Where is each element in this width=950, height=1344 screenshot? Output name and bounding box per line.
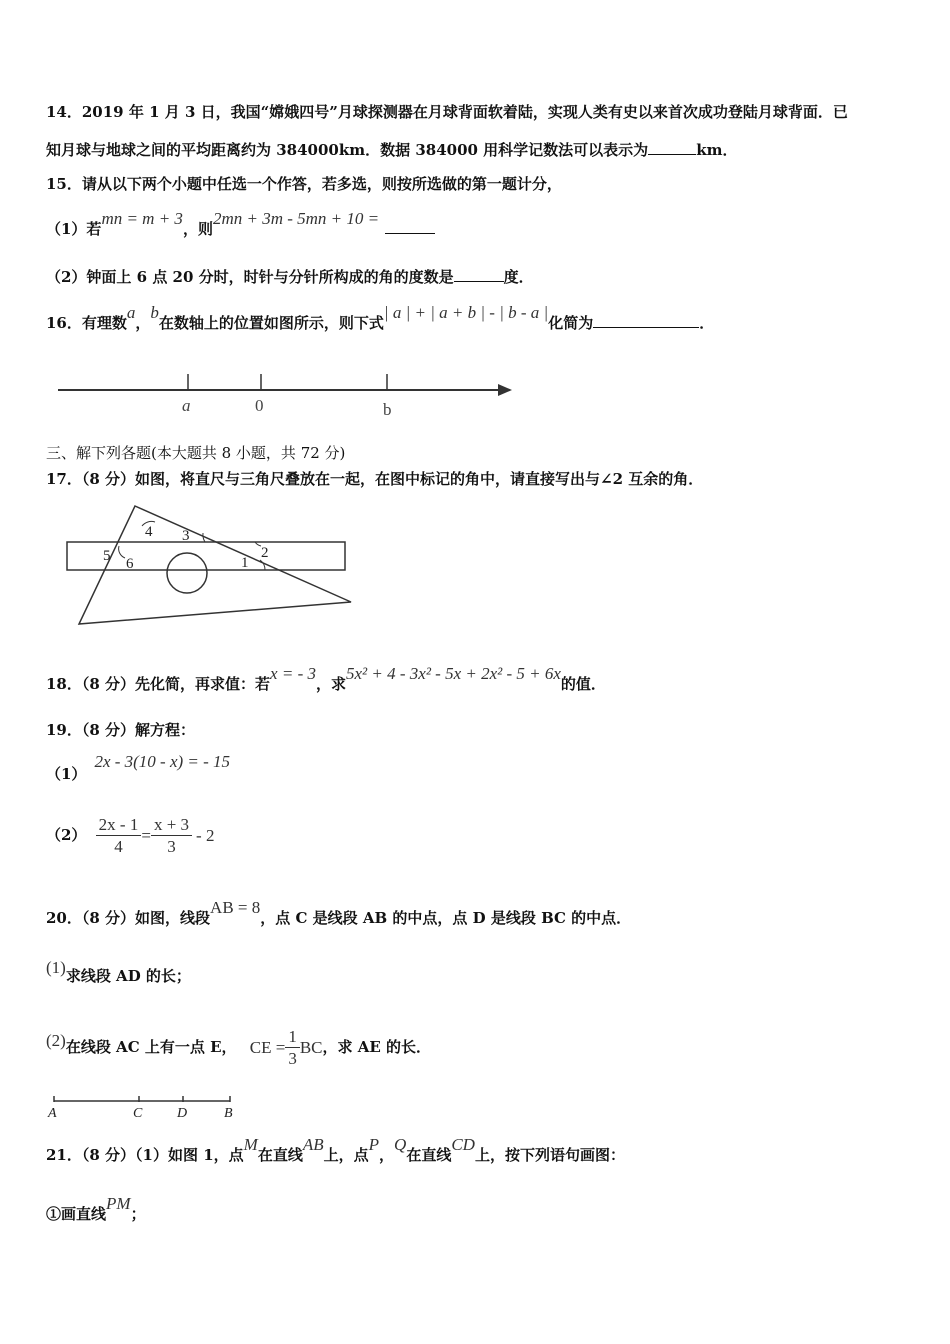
q15-p2-answer-blank[interactable] <box>454 281 504 282</box>
q18-mid: ，求 <box>315 675 346 693</box>
q20-text <box>46 898 632 928</box>
q15-part2 <box>46 267 534 287</box>
q20-post: ，点 C 是线段 AB 的中点，点 D 是线段 BC 的中点． <box>260 909 632 927</box>
q14-line2 <box>46 140 737 160</box>
q18-pre: 18．（8 分）先化简，再求值：若 <box>46 675 271 693</box>
q15-p1-then: ，则 <box>182 220 213 238</box>
label-A: A <box>48 1106 57 1121</box>
q16-sep: ， <box>135 314 151 332</box>
q20-part1 <box>46 958 191 986</box>
q20-p1-label: (1) <box>46 958 66 977</box>
q20-ce-rhs: BC <box>299 1038 323 1057</box>
q21-point-Q: Q <box>394 1135 407 1154</box>
q19-f1-numerator: 2x - 1 <box>96 815 142 836</box>
q21-step1-pre: ①画直线 <box>46 1205 107 1223</box>
q15-part1 <box>46 209 435 239</box>
q20-p2-text: 在线段 AC 上有一点 E， <box>65 1038 237 1056</box>
label-B: B <box>224 1106 233 1121</box>
q21-step1-post: ； <box>130 1205 146 1223</box>
q18-post: 的值． <box>560 675 606 693</box>
angle-label-3: 3 <box>182 528 190 544</box>
angle-arc-5 <box>119 546 125 558</box>
section-3-heading: 三、解下列各题(本大题共 8 小题，共 72 分) <box>46 444 346 462</box>
label-b: b <box>383 400 392 419</box>
q20-ce-fraction <box>285 1027 300 1070</box>
q21-line-CD: CD <box>451 1135 475 1154</box>
triangle-hole <box>167 553 207 593</box>
q20-ce-denominator: 3 <box>288 1048 297 1068</box>
q20-ce-lhs: CE = <box>249 1038 286 1057</box>
angle-label-4: 4 <box>145 524 153 540</box>
q19-title: 19．（8 分）解方程： <box>46 721 196 739</box>
q15-p1-condition: mn = m + 3 <box>101 209 183 228</box>
q16-end: ． <box>699 314 715 332</box>
q19-f2-denominator: 3 <box>167 836 176 856</box>
q20-segment-figure <box>44 1094 244 1122</box>
q14-answer-blank[interactable] <box>648 154 696 155</box>
q16-post: 化简为 <box>548 314 594 332</box>
q21-t1: 在直线 <box>257 1146 303 1164</box>
q15-p1-answer-blank[interactable] <box>385 233 435 234</box>
q19-p1-label: （1） <box>46 765 87 783</box>
q16-number-line <box>50 365 520 420</box>
q19-p2-label: （2） <box>46 826 87 844</box>
angle-label-2: 2 <box>261 545 269 561</box>
q19-p1-equation: 2x - 3(10 - x) = - 15 <box>94 752 231 771</box>
triangle-ruler <box>79 506 351 624</box>
q21-t3: 在直线 <box>406 1146 452 1164</box>
q16-expression: | a | + | a + b | - | b - a | <box>383 303 549 322</box>
q14-unit: km． <box>696 141 738 159</box>
angle-label-6: 6 <box>126 556 134 572</box>
q19-p2-fraction-left <box>96 815 142 858</box>
q19-part2 <box>46 812 214 859</box>
q19-p2-tail: - 2 <box>196 826 215 845</box>
q14-line1: 14．2019 年 1 月 3 日，我国“嫦娥四号”月球探测器在月球背面软着陆，实现人类有史以来首次成功登陆月球背面．已 <box>46 103 848 121</box>
q21-t2: 上，点 <box>323 1146 369 1164</box>
q14-line2-text: 知月球与地球之间的平均距离约为 384000km．数据 384000 用科学记数法可以表示为 <box>46 141 649 159</box>
q21-line-PM: PM <box>106 1194 131 1213</box>
angle-label-1: 1 <box>241 555 249 571</box>
angle-label-5: 5 <box>103 548 111 564</box>
number-line-arrow <box>498 384 512 396</box>
label-0: 0 <box>255 396 264 415</box>
label-a: a <box>182 396 191 415</box>
q16-var-b: b <box>150 303 159 322</box>
label-C: C <box>133 1106 143 1121</box>
q19-p2-fraction-right <box>151 815 192 858</box>
q21-sep: ， <box>379 1146 395 1164</box>
q20-p2-tail: ，求 AE 的长． <box>322 1038 432 1056</box>
q15-intro: 15．请从以下两个小题中任选一个作答，若多选，则按所选做的第一题计分， <box>46 175 562 193</box>
q16-text <box>46 303 715 333</box>
q20-ce-numerator: 1 <box>285 1027 300 1048</box>
q16-answer-blank[interactable] <box>593 327 699 328</box>
q21-step1 <box>46 1194 146 1224</box>
q21-t4: 上，按下列语句画图： <box>474 1146 625 1164</box>
q16-pre: 16．有理数 <box>46 314 127 332</box>
q19-part1 <box>46 752 231 784</box>
q21-point-M: M <box>243 1135 258 1154</box>
q20-p2-label: (2) <box>46 1031 66 1050</box>
q21-point-P: P <box>368 1135 380 1154</box>
q15-p1-expression: 2mn + 3m - 5mn + 10 = <box>212 209 380 228</box>
q20-pre: 20．（8 分）如图，线段 <box>46 909 211 927</box>
q15-p2-unit: 度． <box>503 268 534 286</box>
q21-pre: 21．（8 分）（1）如图 1，点 <box>46 1146 244 1164</box>
q18-expression: 5x² + 4 - 3x² - 5x + 2x² - 5 + 6x <box>346 664 561 683</box>
q19-f2-numerator: x + 3 <box>151 815 192 836</box>
q19-f1-denominator: 4 <box>114 836 123 856</box>
q15-p2-text: （2）钟面上 6 点 20 分时，时针与分针所构成的角的度数是 <box>46 268 454 286</box>
q15-p1-label: （1）若 <box>46 220 102 238</box>
label-D: D <box>177 1106 188 1121</box>
q18-condition: x = - 3 <box>270 664 316 683</box>
q21-text <box>46 1135 625 1165</box>
q19-p2-equals: = <box>141 826 151 845</box>
q17-text: 17．（8 分）如图，将直尺与三角尺叠放在一起，在图中标记的角中，请直接写出与∠2 互余的角． <box>46 470 704 488</box>
q17-ruler-triangle-figure <box>55 500 365 630</box>
q20-part2 <box>46 1024 431 1071</box>
q21-line-AB: AB <box>302 1135 324 1154</box>
q16-var-a: a <box>126 303 136 322</box>
q16-mid: 在数轴上的位置如图所示，则下式 <box>158 314 384 332</box>
q18-text <box>46 664 606 694</box>
q20-ab-length: AB = 8 <box>210 898 261 917</box>
q20-p1-text: 求线段 AD 的长； <box>65 967 191 985</box>
